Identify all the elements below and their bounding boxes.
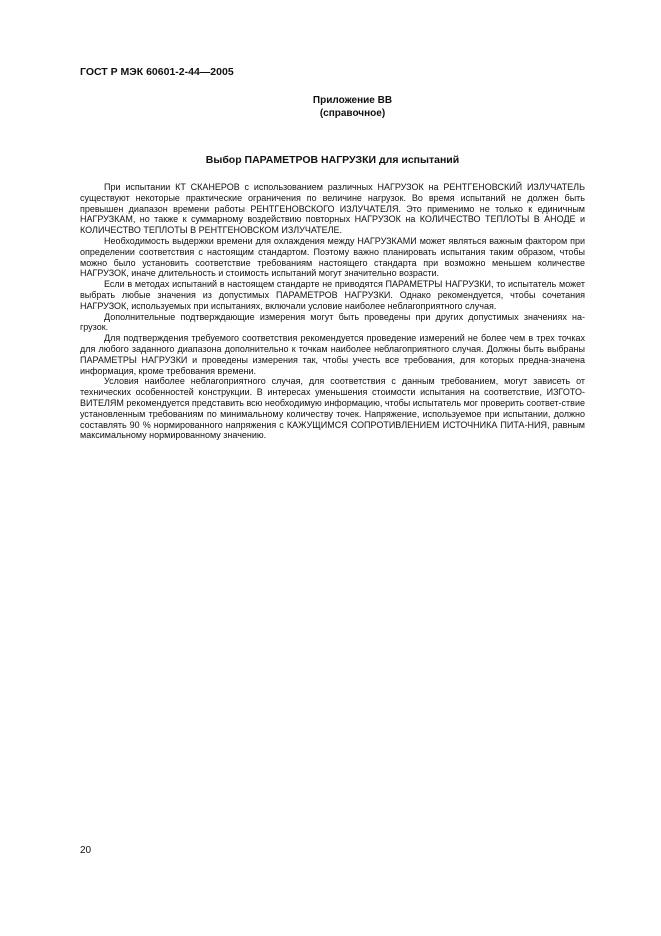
annex-subtitle: (справочное) xyxy=(319,108,386,119)
paragraph: Условия наиболее неблагоприятного случая, для соответствия с данным требованием, могут зависеть от технических особенностей конструкции. В интересах уменьшения стоимости испытания на соответствие, ИЗГОТО-ВИТЕЛЯМ рекомендуется представить всю необходимую информацию, чтобы испытатель мог проверить соответ-ствие установленным требованиям по минимальному количеству точек. Напряжение, используемое при испытании, должно составлять 90 % нормированного напряжения с КАЖУЩИМСЯ СОПРОТИВЛЕНИЕМ ИСТОЧНИКА ПИТА-НИЯ, равным максимальному нормированному значению. xyxy=(80,376,585,441)
paragraph: Для подтверждения требуемого соответствия рекомендуется проведение измерений не более чем в трех точках для любого заданного диапазона дополнительно к точкам наиболее неблагоприятного случая. Должны быть выбраны ПАРАМЕТРЫ НАГРУЗКИ и проведены измерения так, чтобы учесть все требования, для которых предна-значена информация, кроме требования времени. xyxy=(80,333,585,376)
paragraph: При испытании КТ СКАНЕРОВ с использованием различных НАГРУЗОК на РЕНТГЕНОВСКИЙ ИЗЛУЧАТЕЛЬ существуют некоторые практические ограничения по величине нагрузок. Во время испытаний не должен быть превышен диапазон времени работы РЕНТГЕНОВСКОГО ИЗЛУЧАТЕЛЯ. Это применимо не только к единичным НАГРУЗКАМ, но также к суммарному воздействию повторных НАГРУЗОК на КОЛИЧЕСТВО ТЕПЛОТЫ В АНОДЕ и КОЛИЧЕСТВО ТЕПЛОТЫ В РЕНТГЕНОВСКОМ ИЗЛУЧАТЕЛЕ. xyxy=(80,182,585,236)
annex-title: Приложение ВВ xyxy=(312,95,393,106)
section-title: Выбор ПАРАМЕТРОВ НАГРУЗКИ для испытаний xyxy=(205,154,460,166)
document-header: ГОСТ Р МЭК 60601-2-44—2005 xyxy=(80,66,234,78)
body-text xyxy=(80,182,585,441)
page-number: 20 xyxy=(80,845,92,856)
annex-heading xyxy=(0,94,661,120)
paragraph: Дополнительные подтверждающие измерения могут быть проведены при других допустимых значениях на-грузок. xyxy=(80,311,585,333)
paragraph: Необходимость выдержки времени для охлаждения между НАГРУЗКАМИ может являться важным фактором при определении соответствия с настоящим стандартом. Поэтому важно планировать испытания таким образом, чтобы можно было установить соответствие требованиям настоящего стандарта при возможно меньшем количестве НАГРУЗОК, иначе длительность и стоимость испытаний могут значительно возрасти. xyxy=(80,235,585,279)
paragraph: Если в методах испытаний в настоящем стандарте не приводятся ПАРАМЕТРЫ НАГРУЗКИ, то испытатель может выбрать любые значения из допустимых ПАРАМЕТРОВ НАГРУЗКИ. Однако рекомендуется, чтобы сочетания НАГРУЗОК, используемых при испытаниях, включали условие наиболее неблагоприятного случая. xyxy=(80,279,585,311)
